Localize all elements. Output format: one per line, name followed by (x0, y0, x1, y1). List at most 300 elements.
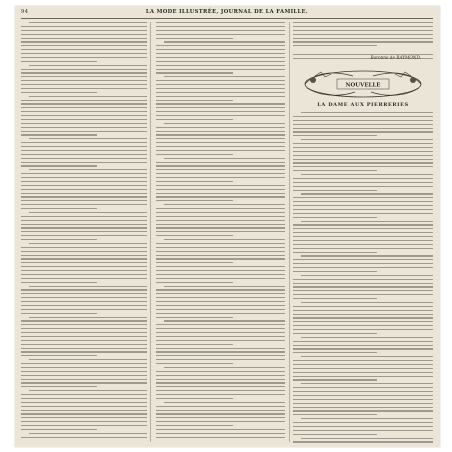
text-line (156, 231, 285, 232)
text-line (21, 336, 147, 337)
text-line (156, 394, 285, 395)
text-line (156, 96, 285, 97)
text-line (293, 259, 433, 260)
text-line (21, 382, 147, 383)
text-line (21, 355, 97, 356)
text-line (301, 275, 433, 276)
text-line (29, 96, 147, 97)
text-line (156, 247, 285, 248)
text-line (29, 22, 147, 23)
text-line (156, 65, 285, 66)
text-line (21, 266, 147, 267)
text-line (156, 270, 285, 271)
text-line (156, 224, 285, 225)
text-line (156, 200, 233, 201)
text-line (293, 166, 433, 167)
text-line (156, 220, 285, 221)
text-line (293, 162, 433, 163)
text-line (21, 224, 147, 225)
text-line (21, 282, 97, 283)
text-line (156, 107, 285, 108)
text-line (293, 430, 433, 431)
text-line (21, 274, 147, 275)
text-line (156, 421, 285, 422)
text-line (21, 127, 147, 128)
text-line (293, 321, 433, 322)
text-line (156, 227, 285, 228)
text-line (293, 410, 433, 411)
text-line (21, 196, 147, 197)
text-line (293, 341, 433, 342)
text-line (21, 429, 97, 430)
text-line (29, 390, 147, 391)
page-number: 94 (21, 9, 29, 15)
text-line (293, 116, 433, 117)
text-line (21, 76, 147, 77)
text-line (21, 340, 147, 341)
text-line (21, 103, 147, 104)
text-line (156, 359, 285, 360)
text-line (293, 414, 377, 415)
text-line (21, 363, 147, 364)
text-line (293, 407, 433, 408)
text-line (156, 379, 285, 380)
text-line (156, 92, 285, 93)
text-line (156, 301, 285, 302)
text-line (301, 356, 433, 357)
text-line (156, 208, 285, 209)
text-line (156, 111, 285, 112)
text-line (293, 147, 433, 148)
text-line (293, 45, 377, 46)
text-line (21, 208, 97, 209)
text-line (29, 433, 147, 434)
text-line (293, 170, 377, 171)
text-line (156, 61, 285, 62)
text-line (293, 352, 377, 353)
text-line (156, 413, 285, 414)
text-line (301, 302, 433, 303)
text-line (156, 154, 233, 155)
newspaper-page (15, 6, 440, 447)
text-line (21, 351, 147, 352)
text-line (156, 131, 285, 132)
text-line (293, 213, 433, 214)
text-line (156, 103, 285, 104)
text-line (293, 182, 433, 183)
text-line (293, 209, 433, 210)
text-line (29, 138, 147, 139)
text-line (301, 418, 433, 419)
text-line (21, 328, 147, 329)
text-line (156, 313, 285, 314)
text-line (293, 252, 377, 253)
text-line (293, 317, 433, 318)
text-line (21, 119, 147, 120)
text-line (293, 290, 433, 291)
text-line (156, 425, 233, 426)
text-line (156, 100, 233, 101)
text-line (156, 88, 285, 89)
text-line (21, 247, 147, 248)
text-line (21, 38, 147, 39)
text-line (21, 437, 147, 438)
text-line (301, 139, 433, 140)
text-line (21, 231, 147, 232)
text-line (156, 146, 285, 147)
text-line (21, 123, 147, 124)
text-line (21, 258, 147, 259)
text-line (164, 402, 285, 403)
text-line (21, 227, 147, 228)
text-line (156, 142, 285, 143)
text-line (293, 143, 433, 144)
text-line (156, 258, 285, 259)
vignette-ornament (293, 66, 433, 100)
text-line (293, 372, 433, 373)
text-line (156, 38, 233, 39)
text-line (293, 224, 433, 225)
text-line (293, 395, 433, 396)
text-line (21, 146, 147, 147)
text-line (156, 355, 285, 356)
text-line (293, 22, 433, 23)
text-line (293, 422, 433, 423)
text-line (293, 151, 433, 152)
text-line (293, 120, 433, 121)
text-line (21, 165, 97, 166)
text-line (293, 325, 433, 326)
text-line (21, 320, 147, 321)
text-line (156, 115, 285, 116)
column-1 (21, 22, 147, 441)
decorative-vignette (293, 66, 433, 100)
text-line (293, 434, 377, 435)
text-line (21, 313, 97, 314)
text-line (156, 309, 285, 310)
text-line (293, 131, 433, 132)
text-line (29, 212, 147, 213)
text-line (156, 150, 285, 151)
text-line (156, 53, 285, 54)
text-line (156, 169, 285, 170)
text-line (293, 263, 433, 264)
text-line (156, 189, 285, 190)
text-line (21, 84, 147, 85)
text-line (29, 65, 147, 66)
text-line (156, 138, 285, 139)
text-line (301, 438, 433, 439)
text-line (293, 391, 433, 392)
text-line (21, 324, 147, 325)
text-line (156, 255, 285, 256)
text-line (21, 278, 147, 279)
text-line (21, 200, 147, 201)
text-line (29, 243, 147, 244)
text-line (301, 193, 433, 194)
text-line (156, 371, 285, 372)
text-line (21, 107, 147, 108)
text-line (164, 76, 285, 77)
text-line (29, 169, 147, 170)
text-line (21, 305, 147, 306)
text-line (156, 251, 285, 252)
text-line (21, 80, 147, 81)
text-line (156, 72, 233, 73)
text-line (156, 49, 285, 50)
text-line (156, 216, 285, 217)
text-line (156, 417, 285, 418)
text-line (293, 240, 433, 241)
text-line (164, 239, 285, 240)
text-line (21, 134, 97, 135)
text-line (293, 399, 433, 400)
text-line (21, 425, 147, 426)
journal-title: LA MODE ILLUSTRÉE, JOURNAL DE LA FAMILLE. (145, 9, 309, 15)
text-line (156, 390, 285, 391)
text-line (293, 360, 433, 361)
text-line (293, 294, 433, 295)
text-line (21, 417, 147, 418)
text-line (301, 255, 433, 256)
text-line (156, 282, 233, 283)
text-line (164, 286, 285, 287)
text-line (21, 413, 147, 414)
text-line (293, 376, 433, 377)
text-line (156, 84, 285, 85)
text-line (293, 124, 433, 125)
text-line (21, 332, 147, 333)
text-line (21, 158, 147, 159)
text-line (293, 333, 377, 334)
text-line (21, 344, 147, 345)
text-line (21, 348, 147, 349)
text-line (293, 38, 433, 39)
text-line (21, 142, 147, 143)
text-line (21, 297, 147, 298)
text-line (21, 235, 147, 236)
text-line (156, 278, 285, 279)
text-line (21, 239, 97, 240)
text-line (156, 26, 285, 27)
text-line (293, 314, 433, 315)
text-line (293, 364, 433, 365)
text-line (21, 193, 147, 194)
text-line (156, 410, 285, 411)
text-line (156, 181, 233, 182)
text-line (293, 441, 433, 442)
vignette-word: NOUVELLE (345, 82, 381, 89)
text-line (21, 150, 147, 151)
text-line (156, 324, 285, 325)
text-line (293, 236, 433, 237)
text-line (21, 49, 147, 50)
text-line (164, 158, 285, 159)
text-line (156, 262, 233, 263)
text-line (156, 177, 285, 178)
text-line (21, 69, 147, 70)
text-block (293, 112, 433, 443)
text-line (21, 131, 147, 132)
text-line (293, 232, 433, 233)
text-line (156, 119, 233, 120)
text-line (156, 185, 285, 186)
text-line (156, 336, 285, 337)
text-line (293, 228, 433, 229)
text-line (156, 134, 285, 135)
text-line (21, 220, 147, 221)
text-line (156, 45, 285, 46)
text-line (156, 57, 285, 58)
text-line (156, 34, 285, 35)
text-line (21, 111, 147, 112)
text-line (156, 317, 233, 318)
text-line (156, 305, 285, 306)
text-line (156, 363, 233, 364)
text-line (156, 243, 285, 244)
text-line (29, 359, 147, 360)
text-line (21, 173, 147, 174)
novel-heading (293, 64, 433, 445)
text-line (21, 88, 147, 89)
text-line (156, 127, 285, 128)
text-line (156, 398, 233, 399)
text-line (293, 283, 433, 284)
text-line (293, 217, 377, 218)
text-line (21, 26, 147, 27)
text-line (21, 115, 147, 116)
text-line (293, 279, 433, 280)
text-line (21, 34, 147, 35)
text-line (301, 221, 433, 222)
column-2 (156, 22, 285, 441)
text-line (301, 337, 433, 338)
column-divider (289, 22, 290, 442)
text-line (293, 34, 433, 35)
text-line (156, 165, 285, 166)
text-line (293, 190, 377, 191)
text-line (293, 186, 433, 187)
text-line (21, 379, 147, 380)
text-line (293, 155, 433, 156)
text-line (21, 177, 147, 178)
text-line (156, 289, 285, 290)
text-line (156, 382, 285, 383)
text-line (156, 274, 285, 275)
text-line (21, 255, 147, 256)
text-line (21, 57, 147, 58)
text-line (156, 162, 285, 163)
text-line (21, 398, 147, 399)
text-line (21, 30, 147, 31)
text-line (21, 45, 147, 46)
column-divider (150, 22, 151, 442)
text-line (156, 348, 285, 349)
text-line (21, 216, 147, 217)
text-line (293, 368, 433, 369)
text-line (156, 69, 285, 70)
text-line (156, 433, 285, 434)
text-line (156, 293, 285, 294)
text-line (21, 375, 147, 376)
text-line (156, 80, 285, 81)
text-block (21, 22, 147, 438)
text-line (156, 212, 285, 213)
text-line (156, 193, 285, 194)
text-line (29, 286, 147, 287)
text-line (301, 112, 433, 113)
text-line (21, 154, 147, 155)
text-line (293, 30, 433, 31)
text-line (21, 189, 147, 190)
text-line (293, 379, 377, 380)
text-line (21, 421, 147, 422)
text-line (21, 402, 147, 403)
text-line (21, 92, 97, 93)
text-line (21, 162, 147, 163)
text-line (21, 72, 147, 73)
text-line (293, 387, 433, 388)
text-line (164, 204, 285, 205)
text-line (21, 204, 147, 205)
text-line (293, 286, 433, 287)
text-line (156, 406, 285, 407)
text-line (293, 201, 433, 202)
text-line (21, 394, 147, 395)
text-line (156, 266, 285, 267)
text-line (21, 371, 147, 372)
text-line (293, 159, 433, 160)
text-line (293, 306, 433, 307)
text-line (301, 174, 433, 175)
text-line (293, 135, 377, 136)
text-line (293, 345, 433, 346)
text-line (21, 289, 147, 290)
text-line (21, 301, 147, 302)
text-line (293, 128, 433, 129)
text-line (21, 406, 147, 407)
text-line (21, 410, 147, 411)
text-line (301, 383, 433, 384)
text-line (21, 251, 147, 252)
text-line (293, 426, 433, 427)
text-line (21, 53, 147, 54)
text-line (293, 310, 433, 311)
text-line (29, 317, 147, 318)
text-line (21, 270, 147, 271)
text-line (156, 340, 285, 341)
text-line (156, 328, 285, 329)
text-line (156, 344, 233, 345)
text-line (21, 367, 147, 368)
text-line (156, 235, 233, 236)
text-line (156, 297, 285, 298)
text-line (21, 386, 97, 387)
text-line (293, 248, 433, 249)
text-line (21, 309, 147, 310)
text-line (293, 403, 433, 404)
text-line (156, 196, 285, 197)
text-line (156, 386, 285, 387)
text-block (156, 22, 285, 438)
text-line (21, 262, 147, 263)
text-line (21, 293, 147, 294)
text-line (293, 178, 433, 179)
text-line (21, 185, 147, 186)
text-line (293, 41, 433, 42)
text-line (156, 173, 285, 174)
text-line (156, 429, 285, 430)
